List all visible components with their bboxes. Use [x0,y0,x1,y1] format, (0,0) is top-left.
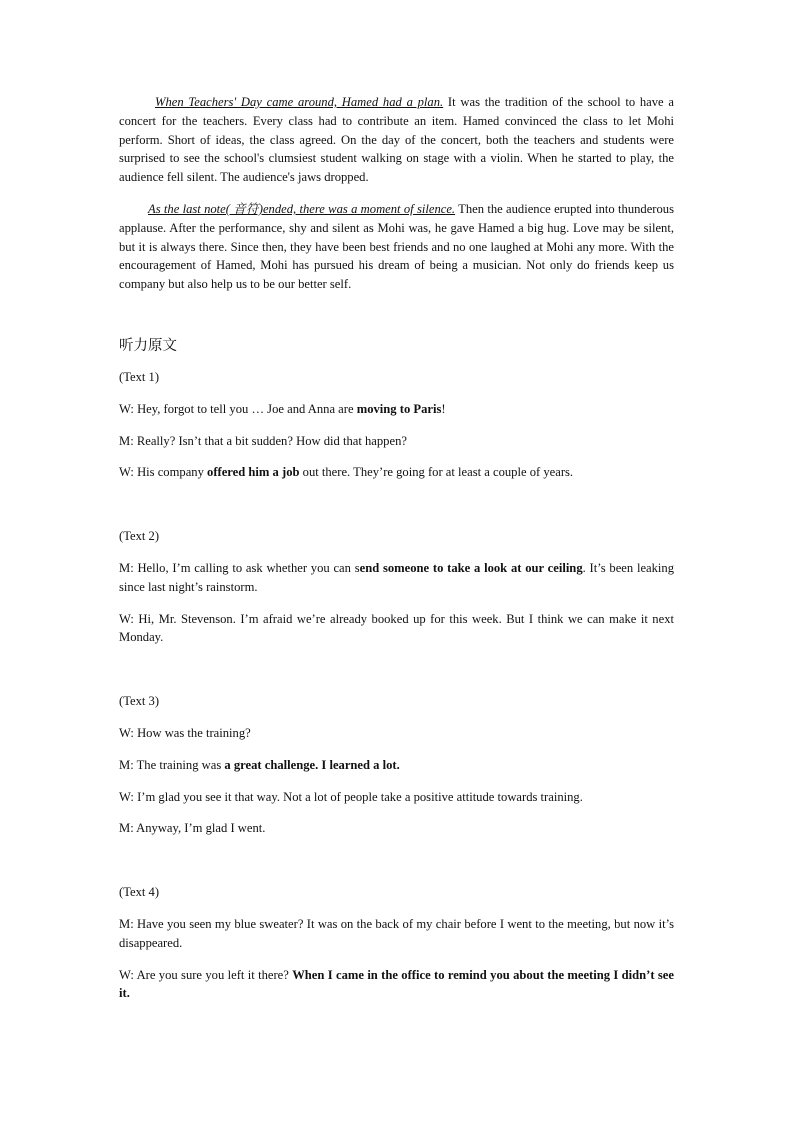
paragraph-1-body: It was the tradition of the school to have a concert for the teachers. Every class had to contribute an item. Hamed convinced the class to let Mohi perform. Short of ideas, the class agreed. On the day of the concert, both the teachers and students were surprised to see the school's clumsiest student walking on stage with a violin. When he started to play, the audience fell silent. The audience's jaws dropped. [119,95,674,185]
paragraph-1-lead-sentence: When Teachers' Day came around, Hamed had a plan. [155,95,444,109]
text-4-line-1: M: Have you seen my blue sweater? It was on the back of my chair before I went to the meeting, but now it’s disappeared. [119,916,674,950]
text-3-label: (Text 3) [119,694,160,709]
text-1-line-1 [119,400,674,419]
listening-section-title: 听力原文 [119,337,177,354]
text-2-line-1 [119,559,674,597]
text-3-line-2-bold: a great challenge. I learned a lot. [224,757,400,772]
page-content [119,93,674,1003]
text-3-line-3: W: I’m glad you see it that way. Not a lot of people take a positive attitude towards training. [119,789,583,804]
text-1-line-1-bold: moving to Paris [356,401,442,416]
text-3-line-2-part-a: M: The training was [119,757,225,772]
paragraph-2-lead-sentence: As the last note( 音符)ended, there was a moment of silence. [148,201,456,216]
text-4-line-2-bold: When I came in the office to remind you about the meeting I didn’t see it. [119,967,674,1001]
text-2-line-1-part-a: M: Hello, I’m calling to ask whether you can s [119,560,360,575]
text-1-line-3-part-a: W: His company [119,465,208,480]
text-2-line-1-part-c: . It’s been leaking since last night’s rainstorm. [119,560,675,594]
text-1-line-3-bold: offered him a job [207,465,300,480]
text-1-label: (Text 1) [119,369,160,384]
text-4-line-2 [119,966,674,1004]
text-1-line-3-part-c: out there. They’re going for at least a couple of years. [299,465,574,480]
text-3-line-4: M: Anyway, I’m glad I went. [119,821,266,836]
text-2-line-1-bold: end someone to take a look at our ceiling [359,560,583,575]
text-2-label: (Text 2) [119,529,160,544]
text-1-line-2: M: Really? Isn’t that a bit sudden? How did that happen? [119,433,407,448]
passage-paragraph-2 [119,200,674,294]
text-1-line-3 [119,463,674,482]
paragraph-2-body: Then the audience erupted into thunderous applause. After the performance, shy and silent as Mohi was, he gave Hamed a big hug. Love may be silent, but it is always there. Since then, they have been best friends and no one laughed at Mohi any more. With the encouragement of Hamed, Mohi has pursued his dream of being a musician. Not only do friends keep us company but also help us to be our better self. [119,201,674,292]
passage-paragraph-1 [119,93,674,187]
text-3-line-2 [119,756,674,775]
text-4-line-2-part-a: W: Are you sure you left it there? [119,967,293,982]
text-2-line-2: W: Hi, Mr. Stevenson. I’m afraid we’re already booked up for this week. But I think we can make it next Monday. [119,611,674,645]
text-4-label: (Text 4) [119,885,160,900]
text-1-line-1-part-c: ! [441,401,446,416]
text-1-line-1-part-a: W: Hey, forgot to tell you … Joe and Anna are [119,401,357,416]
text-3-line-1: W: How was the training? [119,725,251,740]
